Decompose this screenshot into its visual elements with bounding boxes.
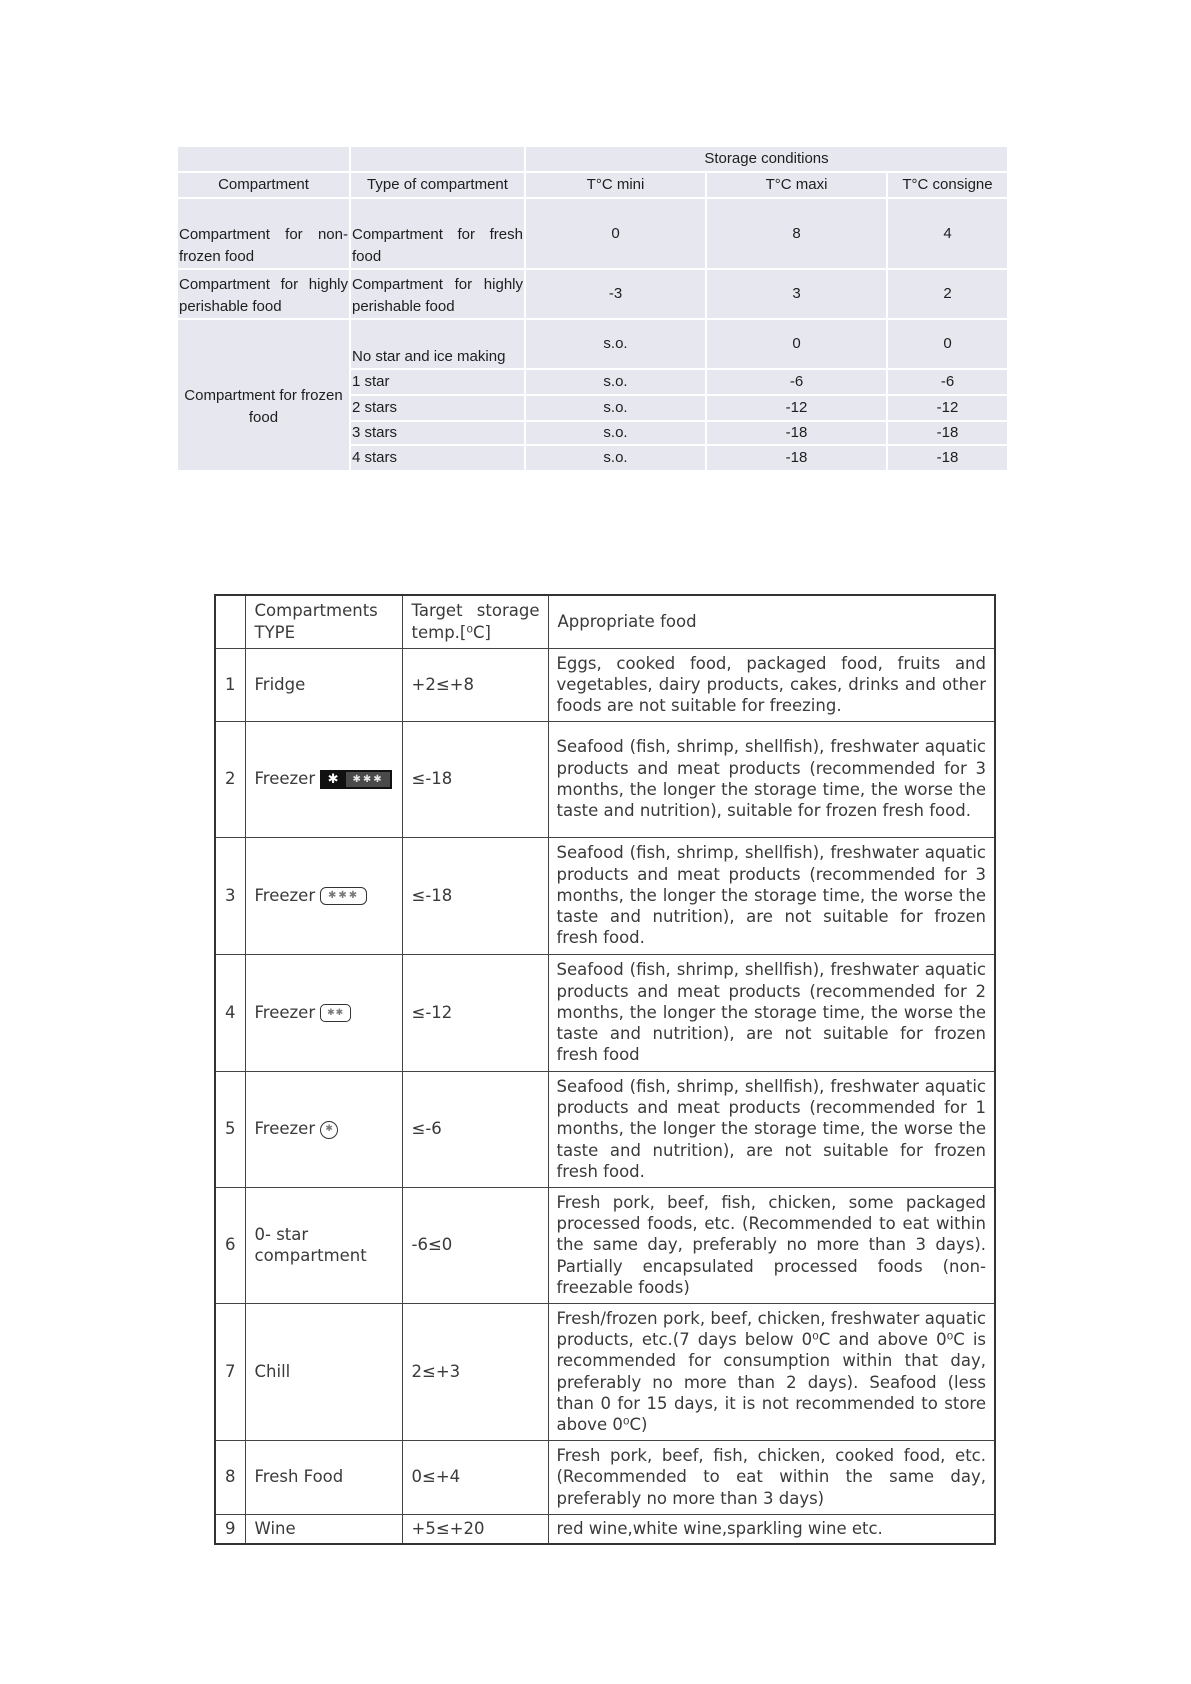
t-min-value: 0 bbox=[611, 224, 620, 242]
t-min-cell bbox=[526, 446, 705, 470]
snowflake-icon bbox=[322, 772, 344, 787]
target-temp-cell: ≤-18 bbox=[402, 837, 548, 954]
compartment-type-label: Wine bbox=[254, 1519, 296, 1539]
row-number: 3 bbox=[215, 837, 245, 954]
t-setpoint-value: -12 bbox=[936, 399, 959, 416]
compartment-type-label: Freezer bbox=[254, 1002, 316, 1022]
row-number: 7 bbox=[215, 1303, 245, 1440]
type-label: 4 stars bbox=[352, 449, 398, 466]
compartment-type-cell bbox=[245, 1440, 402, 1514]
t-min-cell bbox=[526, 320, 705, 368]
compartment-type-label: Freezer bbox=[254, 885, 316, 905]
type-cell bbox=[351, 446, 524, 470]
two-star-freezer-icon bbox=[320, 1004, 351, 1022]
column-header-compartment-type bbox=[245, 595, 402, 648]
target-temp-cell: ≤-6 bbox=[402, 1071, 548, 1187]
t-setpoint-value: -18 bbox=[936, 449, 959, 466]
table-row bbox=[215, 1303, 995, 1440]
appropriate-food-cell: Seafood (fish, shrimp, shellfish), freshwater aquatic products and meat products (recommended for 3 months, the longer the storage time, the worse the taste and nutrition), are not suitable for frozen fresh food. bbox=[548, 837, 995, 954]
appropriate-food-cell: Seafood (fish, shrimp, shellfish), freshwater aquatic products and meat products (recommended for 1 months, the longer the storage time, the worse the taste and nutrition), are not suitable for frozen fresh food. bbox=[548, 1071, 995, 1187]
t-min-cell bbox=[526, 370, 705, 394]
type-cell bbox=[351, 370, 524, 394]
compartment-type-cell bbox=[245, 837, 402, 954]
table-row bbox=[215, 1187, 995, 1303]
table-row bbox=[215, 837, 995, 954]
table-header-row bbox=[215, 595, 995, 648]
row-number: 6 bbox=[215, 1187, 245, 1303]
appropriate-food-cell: Seafood (fish, shrimp, shellfish), freshwater aquatic products and meat products (recommended for 3 months, the longer the storage time, the worse the taste and nutrition), suitable for frozen fresh food. bbox=[548, 721, 995, 837]
compartment-type-label: Fridge bbox=[254, 674, 306, 694]
type-cell bbox=[351, 270, 524, 318]
compartment-cell-frozen bbox=[178, 320, 349, 470]
storage-conditions-table bbox=[178, 147, 1007, 470]
column-header-t-max bbox=[707, 173, 886, 197]
compartment-type-cell bbox=[245, 1071, 402, 1187]
header-number-cell bbox=[215, 595, 245, 648]
row-number: 2 bbox=[215, 721, 245, 837]
t-max-value: -12 bbox=[785, 399, 808, 416]
appropriate-food-cell: Eggs, cooked food, packaged food, fruits and vegetables, dairy products, cakes, drinks and other foods are not suitable for freezing. bbox=[548, 648, 995, 721]
row-number: 4 bbox=[215, 954, 245, 1071]
t-max-cell bbox=[707, 396, 886, 420]
compartment-type-label: Freezer bbox=[254, 1119, 316, 1139]
row-number: 8 bbox=[215, 1440, 245, 1514]
t-max-value: -18 bbox=[785, 449, 808, 466]
t-setpoint-cell bbox=[888, 270, 1007, 318]
compartment-type-label: Freezer bbox=[254, 769, 316, 789]
four-star-freezer-icon bbox=[320, 770, 392, 789]
type-label: Compartment for highly perishable food bbox=[352, 276, 523, 315]
row-number: 9 bbox=[215, 1514, 245, 1544]
table-row bbox=[215, 1514, 995, 1544]
t-min-cell bbox=[526, 396, 705, 420]
compartment-cell bbox=[178, 199, 349, 268]
table-row bbox=[215, 954, 995, 1071]
t-setpoint-cell bbox=[888, 370, 1007, 394]
row-number: 5 bbox=[215, 1071, 245, 1187]
three-stars-icon bbox=[346, 772, 390, 787]
t-setpoint-value: 2 bbox=[943, 285, 952, 302]
type-label: Compartment for fresh food bbox=[352, 226, 523, 265]
column-header-label: T°C maxi bbox=[765, 176, 828, 193]
column-header-label: Type of compartment bbox=[367, 176, 508, 193]
compartment-label: Compartment for highly perishable food bbox=[179, 276, 348, 315]
column-header-target-temp bbox=[402, 595, 548, 648]
type-cell bbox=[351, 396, 524, 420]
appropriate-food-cell: Fresh pork, beef, fish, chicken, cooked food, etc. (Recommended to eat within the same day, preferably no more than 3 days) bbox=[548, 1440, 995, 1514]
t-setpoint-cell bbox=[888, 396, 1007, 420]
t-max-cell bbox=[707, 270, 886, 318]
t-max-value: -6 bbox=[789, 373, 804, 390]
t-min-cell bbox=[526, 422, 705, 444]
t-setpoint-cell bbox=[888, 422, 1007, 444]
column-header-t-min bbox=[526, 173, 705, 197]
target-temp-cell: -6≤0 bbox=[402, 1187, 548, 1303]
t-max-value: 3 bbox=[792, 285, 801, 302]
header-blank-cell bbox=[351, 147, 524, 171]
table-row bbox=[215, 1440, 995, 1514]
compartment-label: Compartment for non-frozen food bbox=[179, 226, 348, 265]
t-max-cell bbox=[707, 422, 886, 444]
target-temp-cell: 0≤+4 bbox=[402, 1440, 548, 1514]
t-min-value: -3 bbox=[608, 285, 623, 302]
type-label: 1 star bbox=[352, 373, 390, 390]
t-max-cell bbox=[707, 446, 886, 470]
t-setpoint-cell bbox=[888, 320, 1007, 368]
compartment-type-label: Fresh Food bbox=[254, 1467, 344, 1487]
t-max-cell bbox=[707, 320, 886, 368]
column-header-appropriate-food bbox=[548, 595, 995, 648]
compartment-type-cell bbox=[245, 648, 402, 721]
type-cell bbox=[351, 422, 524, 444]
compartment-label: Compartment for frozen food bbox=[184, 387, 343, 426]
column-header-t-setpoint bbox=[888, 173, 1007, 197]
storage-conditions-header bbox=[526, 147, 1007, 171]
type-label: No star and ice making bbox=[352, 348, 506, 365]
target-temp-cell: ≤-12 bbox=[402, 954, 548, 1071]
table-row bbox=[215, 721, 995, 837]
t-min-value: s.o. bbox=[603, 449, 628, 466]
column-header-label: Target storage temp.[⁰C] bbox=[411, 601, 540, 642]
t-setpoint-value: 4 bbox=[943, 224, 952, 242]
compartment-type-label: 0- star compartment bbox=[254, 1224, 367, 1265]
header-blank-cell bbox=[178, 147, 349, 171]
type-cell bbox=[351, 320, 524, 368]
column-header-label: Appropriate food bbox=[557, 612, 697, 632]
t-setpoint-cell bbox=[888, 446, 1007, 470]
t-max-value: 0 bbox=[792, 335, 801, 352]
compartment-type-cell bbox=[245, 1187, 402, 1303]
type-cell bbox=[351, 199, 524, 268]
t-min-value: s.o. bbox=[603, 399, 628, 416]
column-header-compartment bbox=[178, 173, 349, 197]
compartment-cell bbox=[178, 270, 349, 318]
column-header-type bbox=[351, 173, 524, 197]
food-storage-table bbox=[214, 594, 996, 1545]
compartment-type-cell bbox=[245, 721, 402, 837]
t-min-value: s.o. bbox=[603, 373, 628, 390]
appropriate-food-cell: red wine,white wine,sparkling wine etc. bbox=[548, 1514, 995, 1544]
target-temp-cell: 2≤+3 bbox=[402, 1303, 548, 1440]
t-min-cell bbox=[526, 270, 705, 318]
table-row bbox=[215, 648, 995, 721]
t-setpoint-value: -6 bbox=[940, 373, 955, 390]
t-max-cell bbox=[707, 199, 886, 268]
t-setpoint-value: -18 bbox=[936, 424, 959, 441]
target-temp-cell: +2≤+8 bbox=[402, 648, 548, 721]
type-label: 2 stars bbox=[352, 399, 398, 416]
appropriate-food-cell: Fresh pork, beef, fish, chicken, some packaged processed foods, etc. (Recommended to eat within the same day, preferably no more than 3 days). Partially encapsulated processed foods (non-freezable foods) bbox=[548, 1187, 995, 1303]
table-row bbox=[215, 1071, 995, 1187]
storage-conditions-label: Storage conditions bbox=[704, 150, 829, 167]
one-star-freezer-icon bbox=[320, 1121, 338, 1139]
t-min-value: s.o. bbox=[603, 335, 628, 352]
compartment-type-cell bbox=[245, 954, 402, 1071]
compartment-type-cell bbox=[245, 1303, 402, 1440]
t-setpoint-cell bbox=[888, 199, 1007, 268]
column-header-label: Compartment bbox=[218, 176, 309, 193]
appropriate-food-cell: Seafood (fish, shrimp, shellfish), freshwater aquatic products and meat products (recommended for 2 months, the longer the storage time, the worse the taste and nutrition), are not suitable for frozen fresh food bbox=[548, 954, 995, 1071]
t-min-cell bbox=[526, 199, 705, 268]
row-number: 1 bbox=[215, 648, 245, 721]
t-min-value: s.o. bbox=[603, 424, 628, 441]
appropriate-food-cell: Fresh/frozen pork, beef, chicken, freshwater aquatic products, etc.(7 days below 0⁰C and above 0⁰C is recommended for consumption within that day, preferably no more than 2 days). Seafood (less than 0 for 15 days, it is not recommended to store above 0⁰C) bbox=[548, 1303, 995, 1440]
target-temp-cell: +5≤+20 bbox=[402, 1514, 548, 1544]
target-temp-cell: ≤-18 bbox=[402, 721, 548, 837]
three-star-freezer-icon bbox=[320, 887, 367, 905]
column-header-label: Compartments TYPE bbox=[254, 601, 378, 642]
column-header-label: T°C mini bbox=[586, 176, 645, 193]
compartment-type-cell bbox=[245, 1514, 402, 1544]
t-max-cell bbox=[707, 370, 886, 394]
t-max-value: 8 bbox=[792, 224, 801, 242]
column-header-label: T°C consigne bbox=[902, 176, 993, 193]
compartment-type-label: Chill bbox=[254, 1361, 291, 1381]
t-setpoint-value: 0 bbox=[943, 335, 952, 352]
t-max-value: -18 bbox=[785, 424, 808, 441]
type-label: 3 stars bbox=[352, 424, 398, 441]
